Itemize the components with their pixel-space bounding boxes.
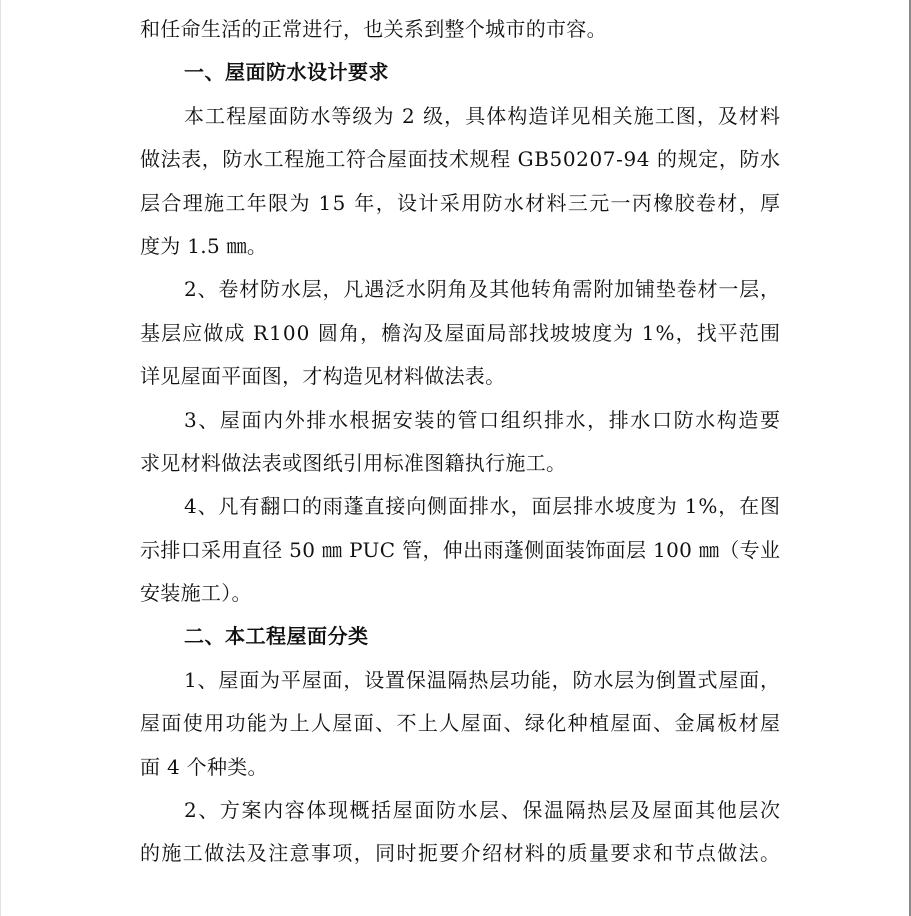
text-line: 基层应做成 R100 圆角，檐沟及屋面局部找坡坡度为 1%，找平范围 xyxy=(140,320,782,345)
page-left-edge xyxy=(0,0,1,916)
text-line: 度为 1.5 ㎜。 xyxy=(140,233,268,258)
text-line: 2、卷材防水层，凡遇泛水阴角及其他转角需附加铺垫卷材一层， xyxy=(184,277,781,302)
text-line: 3、屋面内外排水根据安装的管口组织排水，排水口防水构造要 xyxy=(184,407,782,432)
text-line: 1、屋面为平屋面，设置保温隔热层功能，防水层为倒置式屋面， xyxy=(184,667,781,692)
text-line: 的施工做法及注意事项，同时扼要介绍材料的质量要求和节点做法。 xyxy=(140,841,782,866)
text-line: 和任命生活的正常进行，也关系到整个城市的市容。 xyxy=(140,17,607,41)
text-line: 做法表，防水工程施工符合屋面技术规程 GB50207-94 的规定，防水 xyxy=(140,147,781,172)
section-heading: 一、屋面防水设计要求 xyxy=(184,60,389,85)
text-line: 求见材料做法表或图纸引用标准图籍执行施工。 xyxy=(140,450,567,475)
text-line: 详见屋面平面图，才构造见材料做法表。 xyxy=(140,364,506,389)
text-line: 面 4 个种类。 xyxy=(140,754,268,779)
document-body xyxy=(140,8,780,876)
text-line: 层合理施工年限为 15 年，设计采用防水材料三元一丙橡胶卷材，厚 xyxy=(140,190,782,215)
text-line: 屋面使用功能为上人屋面、不上人屋面、绿化种植屋面、金属板材屋 xyxy=(140,711,782,736)
text-line: 2、方案内容体现概括屋面防水层、保温隔热层及屋面其他层次 xyxy=(184,798,782,823)
text-line: 示排口采用直径 50 ㎜ PUC 管，伸出雨蓬侧面装饰面层 100 ㎜（专业 xyxy=(140,537,781,562)
text-line: 4、凡有翻口的雨蓬直接向侧面排水，面层排水坡度为 1%，在图 xyxy=(184,494,781,519)
text-line: 安装施工）。 xyxy=(140,581,252,606)
text-line: 本工程屋面防水等级为 2 级，具体构造详见相关施工图，及材料 xyxy=(184,103,782,128)
section-heading: 二、本工程屋面分类 xyxy=(184,624,369,649)
